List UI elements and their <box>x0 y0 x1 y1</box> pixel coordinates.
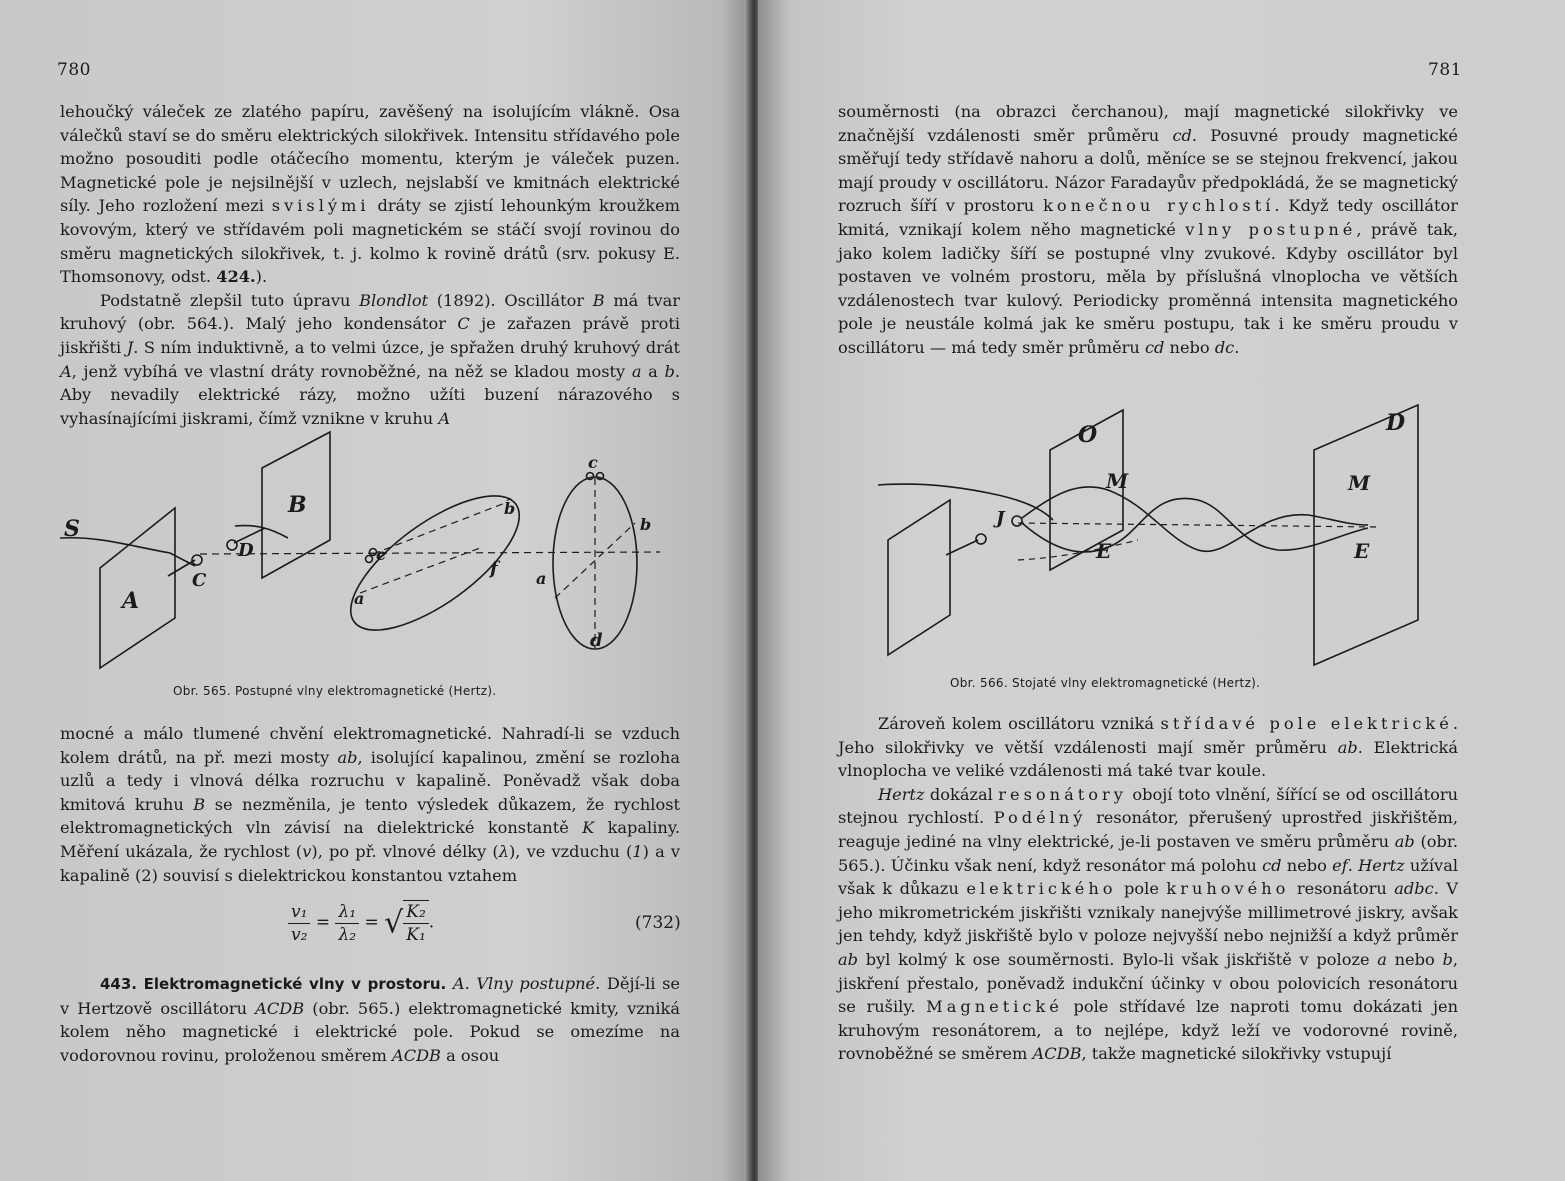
paragraph: Hertz dokázal resonátory obojí toto vlnění, šířící se od oscillátoru stejnou rychlostí. Podélný resonátor, přerušený uprostřed jiskřištěm, reaguje jediné na vlny elektrické, je-li postaven ve směru průměru ab (obr. 565.). Účinku však není, když resonátor má polohu cd nebo ef. Hertz užíval však k důkazu elektrického pole kruhového resonátoru adbc. V jeho mikrometrickém jiskřišti vznikaly nanejvýše millimetrové jiskry, avšak jen tehdy, když jiskřiště bylo v poloze nejvyšší nebo nejnižší a když průměr ab byl kolmý k ose souměrnosti. Bylo-li však jiskřiště v poloze a nebo b, jiskření přestalo, poněvadž indukční účinky v obou polovicích resonátoru se rušily. Magnetické pole střídavé lze naproti tomu dokázati jen kruhovým resonátorem, a to nejlépe, když leží ve vodorovné rovině, rovnoběžné se směrem ACDB, takže magnetické silokřivky vstupují <box>838 784 1459 1064</box>
right-page <box>758 0 1565 1181</box>
fig-label: S <box>64 516 80 542</box>
left-text-top <box>60 100 680 430</box>
fig-label: D <box>1386 410 1406 436</box>
page-number: 780 <box>57 60 91 80</box>
axis <box>1018 523 1378 527</box>
fig-label: f <box>490 558 498 579</box>
paragraph: mocné a málo tlumené chvění elektromagnetické. Nahradí-li se vzduch kolem drátů, na př. mezi mosty ab, isolující kapalinou, změní se rozloha uzlů a tedy i vlnová délka rozruchu v kapalině. Poněvadž však doba kmitová kruhu B se nezměnila, je tento výsledek důkazem, že rychlost elektromagnetických vln závisí na dielektrické konstantě K kapaliny. Měření ukázala, že rychlost (v), po př. vlnové délky (λ), ve vzduchu (1) a v kapalině (2) souvisí s dielektrickou konstantou vztahem <box>60 724 681 885</box>
fig-label: M <box>1348 471 1371 495</box>
fig-label: a <box>536 569 547 588</box>
page-number: 781 <box>1428 60 1462 80</box>
fig-label: C <box>192 570 207 591</box>
paragraph: Zároveň kolem oscillátoru vzniká střídavé pole elektrické. Jeho silokřivky ve větší vzdálenosti mají směr průměru ab. Elektrická vlnoplocha ve veliké vzdálenosti má také tvar koule. <box>838 714 1459 781</box>
fig-label: E <box>1096 539 1112 563</box>
magnetic-wave <box>1022 487 1368 551</box>
fig-label: O <box>1078 422 1098 448</box>
fig-label: J <box>996 508 1005 529</box>
fig-label: a <box>354 589 365 608</box>
left-page <box>0 0 752 1181</box>
equation-number: (732) <box>635 913 681 933</box>
fig-label: e <box>376 545 387 564</box>
fig-label: A <box>122 588 140 614</box>
plate-left <box>888 500 950 655</box>
figure-566 <box>878 400 1478 670</box>
equation-732: $\frac{\text{v₁}}{\text{v₂}}$ = $\frac{\text{λ₁}}{\text{λ₂}}$ = √ $\frac{\text{K₂}}{\text{K₁}}$ . <box>288 900 434 946</box>
fig-label: B <box>288 492 307 518</box>
fig-label: b <box>640 515 652 534</box>
right-text-bottom <box>838 712 1458 1066</box>
fig-label: E <box>1354 539 1370 563</box>
paragraph: lehoučký váleček ze zlatého papíru, zavěšený na isolujícím vlákně. Osa válečků staví se do směru elektrických silokřivek. Intensitu střídavého pole možno posouditi podle otáčecího momentu, kterým je váleček puzen. Magnetické pole je nejsilnější v uzlech, nejslabší ve kmitnách elektrické síly. Jeho rozložení mezi svislými dráty se zjistí lehounkým kroužkem kovovým, který ve střídavém poli magnetickém se stáčí svojí rovinou do směru magnetických silokřivek, t. j. kolmo k rovině drátů (srv. pokusy E. Thomsonovy, odst. 424.). <box>60 102 680 287</box>
left-text-section <box>60 972 680 1067</box>
left-text-bottom <box>60 722 680 887</box>
right-text-top <box>838 100 1458 360</box>
figure-caption: Obr. 566. Stojaté vlny elektromagnetické (Hertz). <box>950 676 1261 690</box>
paragraph: Podstatně zlepšil tuto úpravu Blondlot (1892). Oscillátor B má tvar kruhový (obr. 564.). Malý jeho kondensátor C je zařazen právě proti jiskřišti J. S ním induktivně, a to velmi úzce, je spřažen druhý kruhový drát A, jenž vybíhá ve vlastní dráty rovnoběžné, na něž se kladou mosty a a b. Aby nevadily elektrické rázy, možno užíti buzení nárazového s vyhasínajícími jiskrami, čímž vznikne v kruhu A <box>60 290 680 428</box>
fig-label: D <box>238 540 254 561</box>
fig-label: d <box>590 630 603 651</box>
fig-label: b́ <box>504 499 516 518</box>
figure-caption: Obr. 565. Postupné vlny elektromagnetické (Hertz). <box>173 684 497 698</box>
paragraph: 443. Elektromagnetické vlny v prostoru. A. Vlny postupné. Dějí-li se v Hertzově oscillátoru ACDB (obr. 565.) elektromagnetické kmity, vzniká kolem něho magnetické i elektrické pole. Pokud se omezíme na vodorovnou rovinu, proloženou směrem ACDB a osou <box>60 974 680 1065</box>
plate-d <box>1314 405 1418 665</box>
fig-label: M <box>1106 469 1129 493</box>
fig-label: c <box>588 453 598 472</box>
figure-565 <box>60 428 680 678</box>
paragraph: souměrnosti (na obrazci čerchanou), mají magnetické silokřivky ve značnější vzdálenosti směr průměru cd. Posuvné proudy magnetické směřují tedy střídavě nahoru a dolů, měníce se se stejnou frekvencí, jakou mají proudy v oscillátoru. Názor Faradayův předpokládá, že se magnetický rozruch šíří v prostoru konečnou rychlostí. Když tedy oscillátor kmitá, vznikají kolem něho magnetické vlny postupné, právě tak, jako kolem ladičky šíří se postupné vlny zvukové. Kdyby oscillátor byl postaven ve volném prostoru, měla by příslušná vlnoplocha ve větších vzdálenostech tvar kulový. Periodicky proměnná intensita magnetického pole je neustále kolmá jak ke směru postupu, tak i ke směru proudu v oscillátoru — má tedy směr průměru cd nebo dc. <box>838 102 1458 357</box>
symmetry-axis <box>200 552 660 554</box>
